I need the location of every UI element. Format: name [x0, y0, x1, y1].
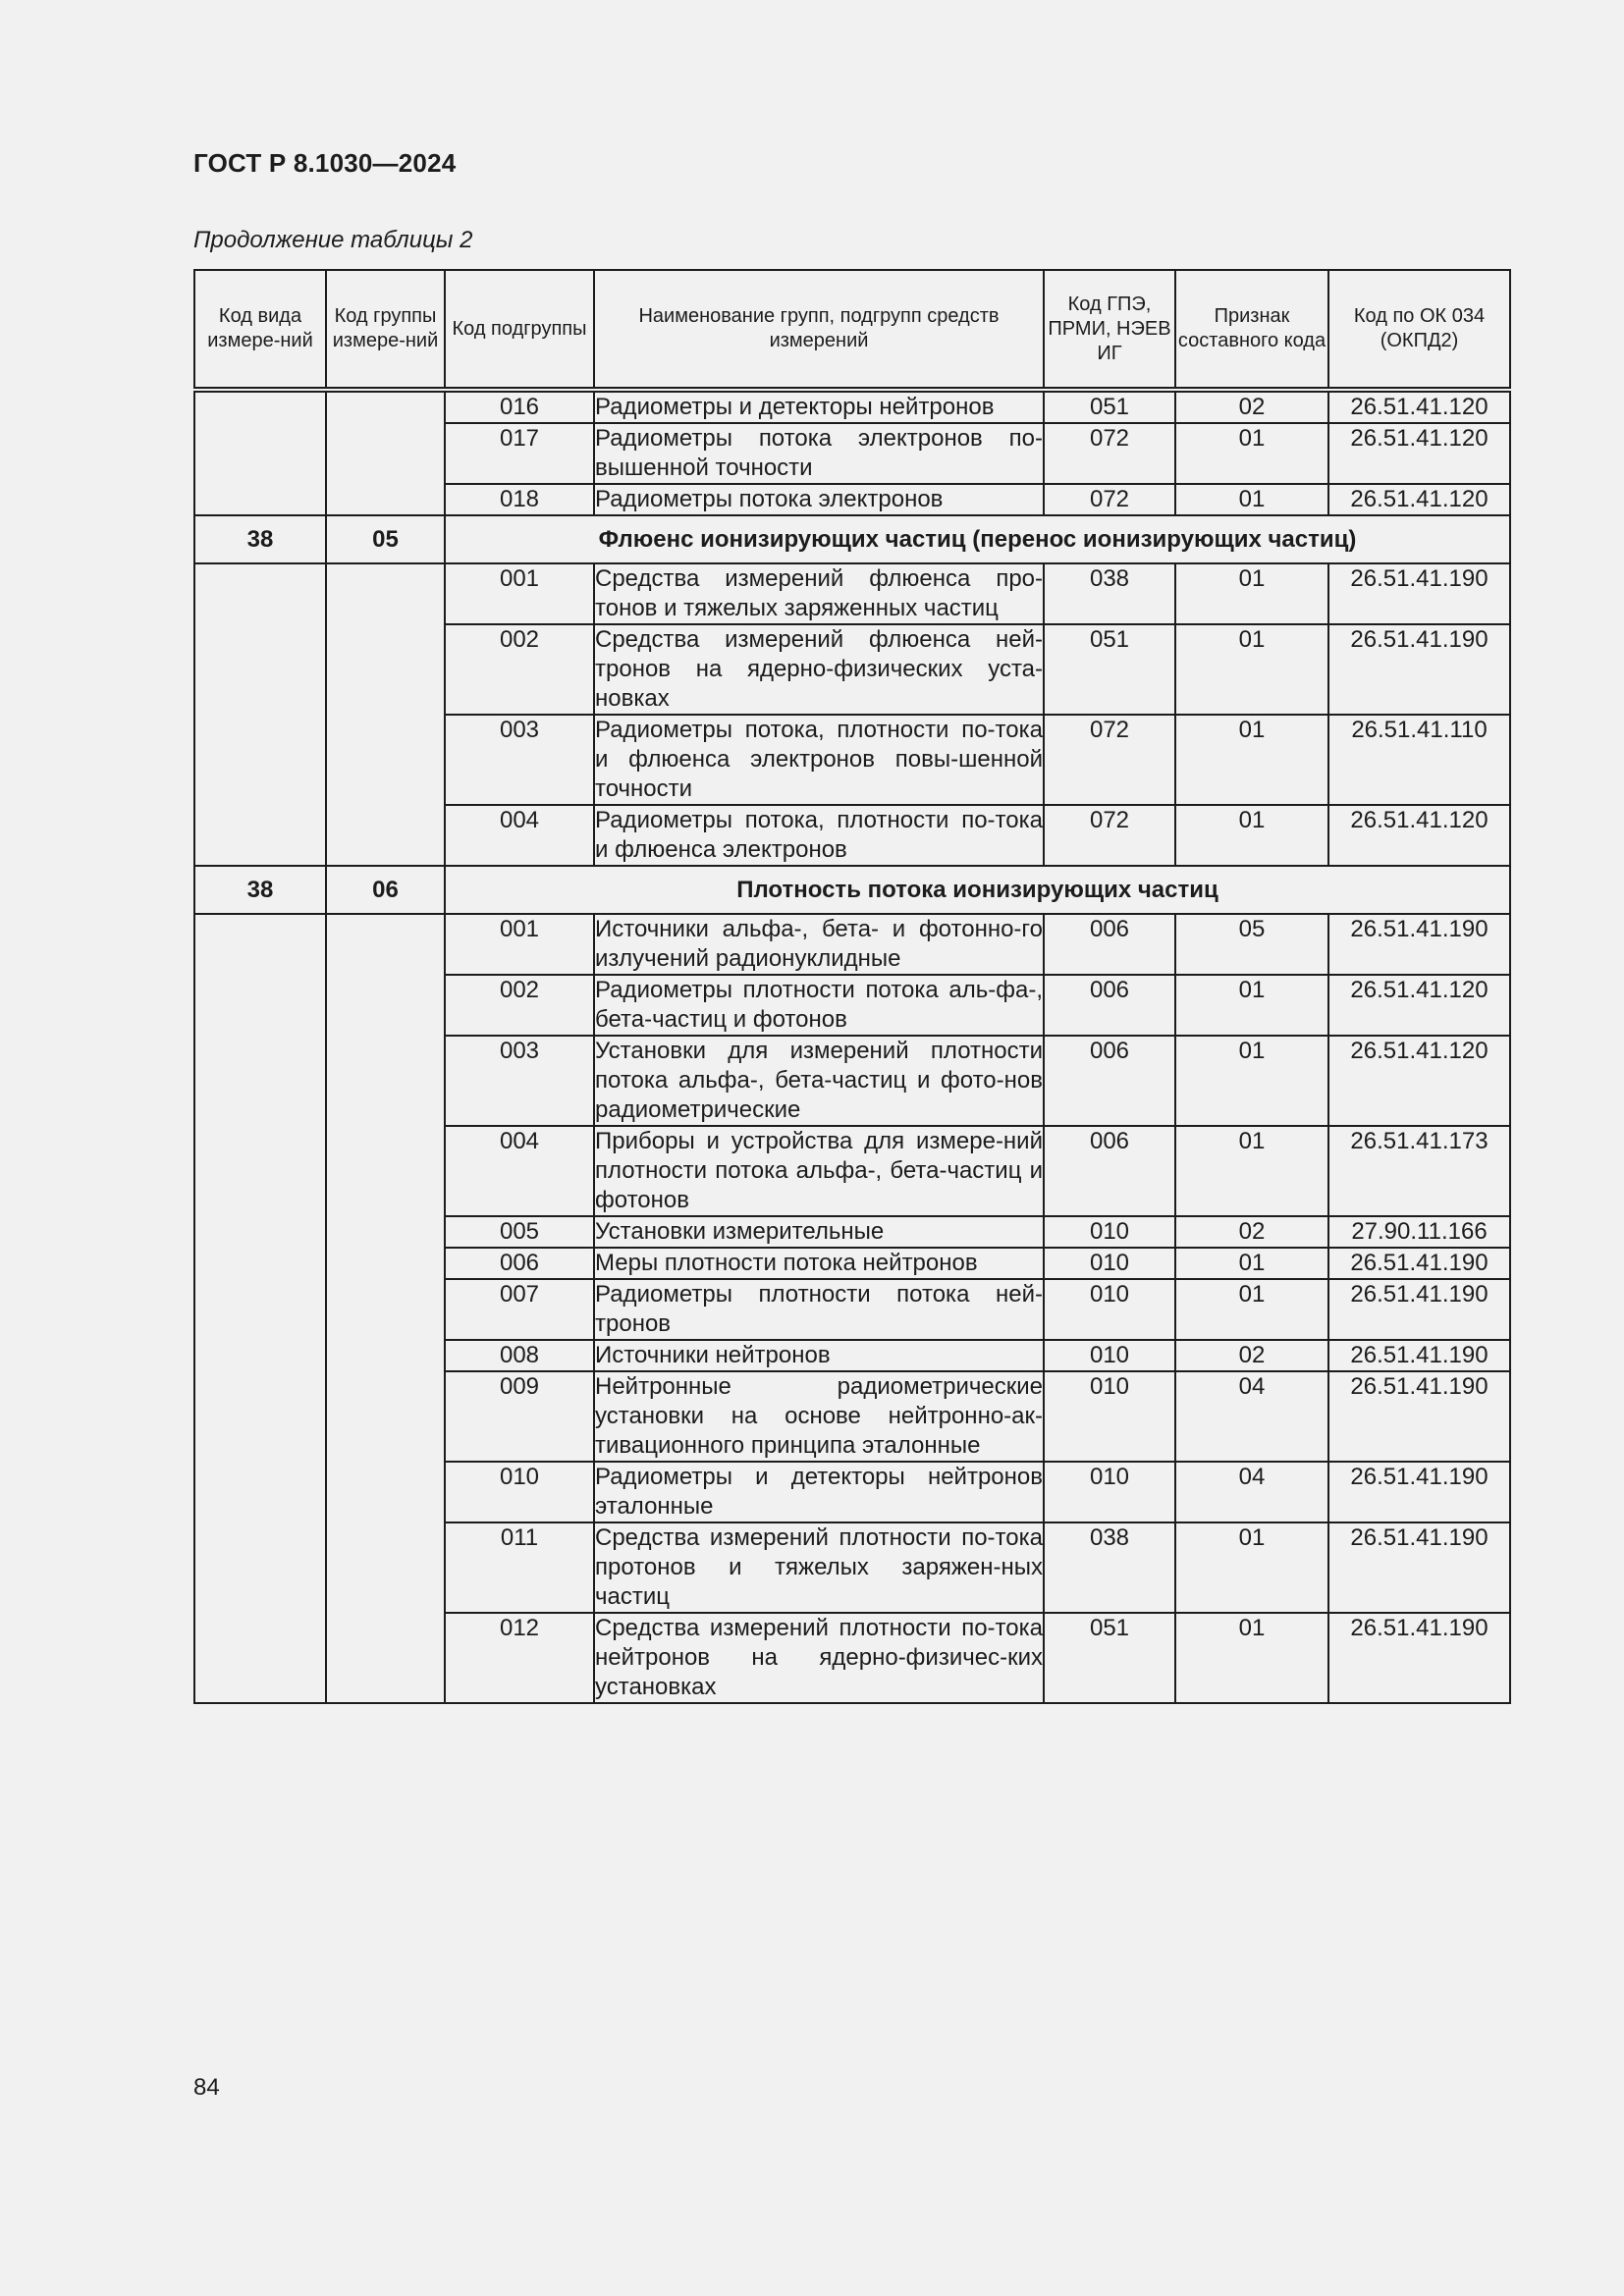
- composite-sign: 01: [1175, 624, 1328, 715]
- instrument-name: Радиометры плотности потока аль-фа-, бета-частиц и фотонов: [594, 975, 1044, 1036]
- instrument-name: Радиометры плотности потока ней-тронов: [594, 1279, 1044, 1340]
- gpe-code: 010: [1044, 1371, 1175, 1462]
- subgroup-code: 006: [445, 1248, 594, 1279]
- gpe-code: 010: [1044, 1216, 1175, 1248]
- gpe-code: 072: [1044, 805, 1175, 866]
- col-header-gpe-code: Код ГПЭ, ПРМИ, НЭЕВ ИГ: [1044, 270, 1175, 390]
- subgroup-code: 010: [445, 1462, 594, 1522]
- table-caption: Продолжение таблицы 2: [193, 227, 473, 253]
- composite-sign: 01: [1175, 1036, 1328, 1126]
- composite-sign: 02: [1175, 390, 1328, 423]
- subgroup-code: 005: [445, 1216, 594, 1248]
- subgroup-code: 012: [445, 1613, 594, 1703]
- okpd2-code: 26.51.41.110: [1328, 715, 1510, 805]
- subgroup-code: 017: [445, 423, 594, 484]
- instrument-name: Радиометры и детекторы нейтронов: [594, 390, 1044, 423]
- subgroup-code: 011: [445, 1522, 594, 1613]
- gpe-code: 006: [1044, 1126, 1175, 1216]
- col-header-kind-code: Код вида измере-ний: [194, 270, 326, 390]
- blank-group-cell: [326, 563, 445, 866]
- blank-kind-cell: [194, 390, 326, 515]
- instrument-name: Радиометры потока электронов по-вышенной точности: [594, 423, 1044, 484]
- group-row: [194, 866, 1510, 914]
- classification-table: [193, 269, 1511, 1704]
- okpd2-code: 26.51.41.120: [1328, 975, 1510, 1036]
- gpe-code: 038: [1044, 1522, 1175, 1613]
- col-header-group-code: Код группы измере-ний: [326, 270, 445, 390]
- table-row: [194, 390, 1510, 423]
- group-row: [194, 515, 1510, 563]
- gpe-code: 006: [1044, 914, 1175, 975]
- okpd2-code: 26.51.41.120: [1328, 390, 1510, 423]
- subgroup-code: 018: [445, 484, 594, 515]
- subgroup-code: 007: [445, 1279, 594, 1340]
- composite-sign: 01: [1175, 1613, 1328, 1703]
- table-row: [194, 914, 1510, 975]
- gpe-code: 051: [1044, 390, 1175, 423]
- instrument-name: Установки измерительные: [594, 1216, 1044, 1248]
- okpd2-code: 26.51.41.120: [1328, 805, 1510, 866]
- instrument-name: Радиометры потока, плотности по-тока и флюенса электронов: [594, 805, 1044, 866]
- instrument-name: Меры плотности потока нейтронов: [594, 1248, 1044, 1279]
- instrument-name: Радиометры и детекторы нейтронов эталонные: [594, 1462, 1044, 1522]
- group-kind-code: 38: [194, 515, 326, 563]
- composite-sign: 01: [1175, 563, 1328, 624]
- okpd2-code: 26.51.41.190: [1328, 1613, 1510, 1703]
- col-header-okpd2-code: Код по ОК 034 (ОКПД2): [1328, 270, 1510, 390]
- okpd2-code: 26.51.41.190: [1328, 1462, 1510, 1522]
- subgroup-code: 002: [445, 975, 594, 1036]
- composite-sign: 01: [1175, 975, 1328, 1036]
- subgroup-code: 004: [445, 805, 594, 866]
- composite-sign: 05: [1175, 914, 1328, 975]
- gpe-code: 006: [1044, 1036, 1175, 1126]
- instrument-name: Источники нейтронов: [594, 1340, 1044, 1371]
- group-kind-code: 38: [194, 866, 326, 914]
- instrument-name: Средства измерений флюенса про-тонов и тяжелых заряженных частиц: [594, 563, 1044, 624]
- gpe-code: 010: [1044, 1340, 1175, 1371]
- subgroup-code: 008: [445, 1340, 594, 1371]
- subgroup-code: 004: [445, 1126, 594, 1216]
- instrument-name: Источники альфа-, бета- и фотонно-го излучений радионуклидные: [594, 914, 1044, 975]
- composite-sign: 04: [1175, 1462, 1328, 1522]
- gpe-code: 072: [1044, 423, 1175, 484]
- okpd2-code: 26.51.41.190: [1328, 914, 1510, 975]
- gpe-code: 072: [1044, 715, 1175, 805]
- table-body: [194, 390, 1510, 1703]
- composite-sign: 01: [1175, 484, 1328, 515]
- group-code: 06: [326, 866, 445, 914]
- okpd2-code: 26.51.41.190: [1328, 1340, 1510, 1371]
- subgroup-code: 009: [445, 1371, 594, 1462]
- instrument-name: Средства измерений плотности по-тока протонов и тяжелых заряжен-ных частиц: [594, 1522, 1044, 1613]
- subgroup-code: 003: [445, 1036, 594, 1126]
- gpe-code: 010: [1044, 1462, 1175, 1522]
- gpe-code: 051: [1044, 1613, 1175, 1703]
- okpd2-code: 26.51.41.190: [1328, 563, 1510, 624]
- composite-sign: 04: [1175, 1371, 1328, 1462]
- okpd2-code: 26.51.41.190: [1328, 1279, 1510, 1340]
- subgroup-code: 001: [445, 914, 594, 975]
- okpd2-code: 26.51.41.190: [1328, 1522, 1510, 1613]
- gpe-code: 006: [1044, 975, 1175, 1036]
- group-code: 05: [326, 515, 445, 563]
- instrument-name: Нейтронные радиометрические установки на основе нейтронно-ак-тивационного принципа эталонные: [594, 1371, 1044, 1462]
- okpd2-code: 26.51.41.190: [1328, 624, 1510, 715]
- composite-sign: 02: [1175, 1340, 1328, 1371]
- page-number: 84: [193, 2074, 220, 2101]
- composite-sign: 02: [1175, 1216, 1328, 1248]
- instrument-name: Средства измерений флюенса ней-тронов на ядерно-физических уста-новках: [594, 624, 1044, 715]
- composite-sign: 01: [1175, 805, 1328, 866]
- okpd2-code: 26.51.41.173: [1328, 1126, 1510, 1216]
- okpd2-code: 26.51.41.120: [1328, 484, 1510, 515]
- okpd2-code: 27.90.11.166: [1328, 1216, 1510, 1248]
- composite-sign: 01: [1175, 715, 1328, 805]
- blank-group-cell: [326, 390, 445, 515]
- composite-sign: 01: [1175, 1248, 1328, 1279]
- standard-number: ГОСТ Р 8.1030—2024: [193, 148, 457, 178]
- col-header-name: Наименование групп, подгрупп средств измерений: [594, 270, 1044, 390]
- composite-sign: 01: [1175, 423, 1328, 484]
- composite-sign: 01: [1175, 1279, 1328, 1340]
- subgroup-code: 002: [445, 624, 594, 715]
- gpe-code: 010: [1044, 1279, 1175, 1340]
- gpe-code: 072: [1044, 484, 1175, 515]
- composite-sign: 01: [1175, 1522, 1328, 1613]
- okpd2-code: 26.51.41.190: [1328, 1248, 1510, 1279]
- group-title: Флюенс ионизирующих частиц (перенос ионизирующих частиц): [445, 515, 1510, 563]
- blank-group-cell: [326, 914, 445, 1703]
- subgroup-code: 003: [445, 715, 594, 805]
- table-header-row: [194, 270, 1510, 390]
- gpe-code: 038: [1044, 563, 1175, 624]
- composite-sign: 01: [1175, 1126, 1328, 1216]
- gpe-code: 010: [1044, 1248, 1175, 1279]
- instrument-name: Приборы и устройства для измере-ний плотности потока альфа-, бета-частиц и фотонов: [594, 1126, 1044, 1216]
- okpd2-code: 26.51.41.120: [1328, 423, 1510, 484]
- group-title: Плотность потока ионизирующих частиц: [445, 866, 1510, 914]
- okpd2-code: 26.51.41.190: [1328, 1371, 1510, 1462]
- instrument-name: Радиометры потока, плотности по-тока и флюенса электронов повы-шенной точности: [594, 715, 1044, 805]
- instrument-name: Радиометры потока электронов: [594, 484, 1044, 515]
- subgroup-code: 001: [445, 563, 594, 624]
- subgroup-code: 016: [445, 390, 594, 423]
- blank-kind-cell: [194, 914, 326, 1703]
- table-row: [194, 563, 1510, 624]
- blank-kind-cell: [194, 563, 326, 866]
- gpe-code: 051: [1044, 624, 1175, 715]
- okpd2-code: 26.51.41.120: [1328, 1036, 1510, 1126]
- col-header-composite-sign: Признак составного кода: [1175, 270, 1328, 390]
- instrument-name: Установки для измерений плотности потока альфа-, бета-частиц и фото-нов радиометрические: [594, 1036, 1044, 1126]
- instrument-name: Средства измерений плотности по-тока нейтронов на ядерно-физичес-ких установках: [594, 1613, 1044, 1703]
- col-header-subgroup-code: Код подгруппы: [445, 270, 594, 390]
